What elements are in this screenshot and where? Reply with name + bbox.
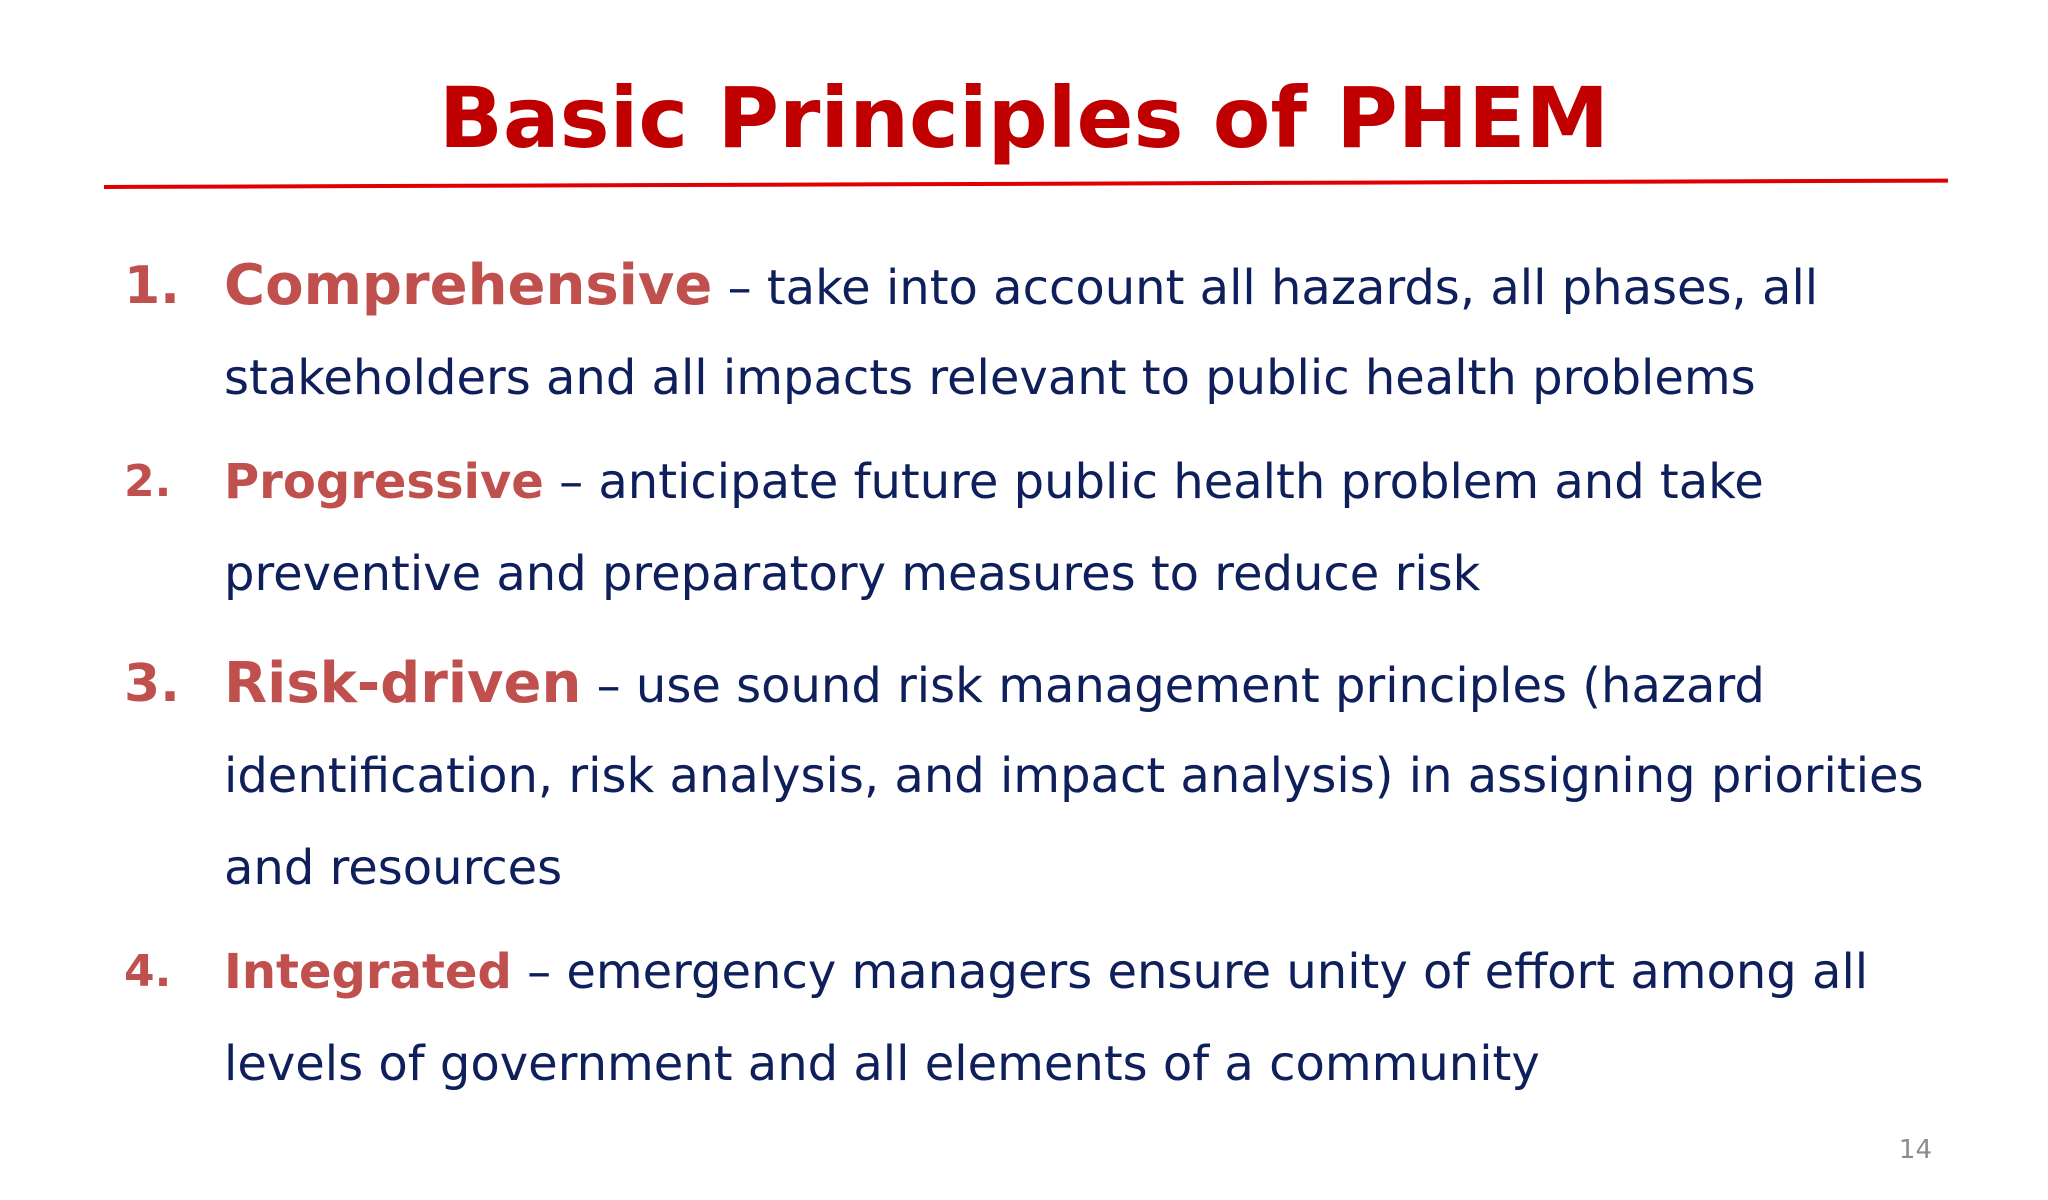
item-number: 1. bbox=[124, 256, 180, 316]
item-description: – anticipate future public health problem and take bbox=[543, 454, 1764, 510]
item-number: 4. bbox=[124, 946, 172, 997]
item-line-1 bbox=[224, 253, 1819, 318]
item-line-1 bbox=[224, 452, 1764, 512]
item-term: Comprehensive bbox=[224, 253, 713, 318]
item-line-1 bbox=[224, 942, 1868, 1002]
item-number: 2. bbox=[124, 456, 172, 507]
item-line-2: stakeholders and all impacts relevant to public health problems bbox=[224, 350, 1756, 406]
item-line-2: identification, risk analysis, and impact analysis) in assigning priorities bbox=[224, 748, 1924, 804]
item-description: – take into account all hazards, all phases, all bbox=[712, 260, 1819, 316]
item-term: Progressive bbox=[224, 454, 544, 510]
item-line-3: and resources bbox=[224, 840, 563, 896]
title-divider bbox=[104, 179, 1948, 189]
item-line-2: levels of government and all elements of a community bbox=[224, 1036, 1540, 1092]
page-number: 14 bbox=[1898, 1135, 1932, 1165]
item-line-1 bbox=[224, 651, 1765, 716]
item-line-2: preventive and preparatory measures to reduce risk bbox=[224, 546, 1481, 602]
item-number: 3. bbox=[124, 654, 180, 714]
slide-title: Basic Principles of PHEM bbox=[438, 69, 1610, 167]
item-description: – use sound risk management principles (hazard bbox=[581, 658, 1765, 714]
item-term: Risk-driven bbox=[224, 651, 582, 716]
item-term: Integrated bbox=[224, 944, 512, 1000]
item-description: – emergency managers ensure unity of effort among all bbox=[511, 944, 1869, 1000]
